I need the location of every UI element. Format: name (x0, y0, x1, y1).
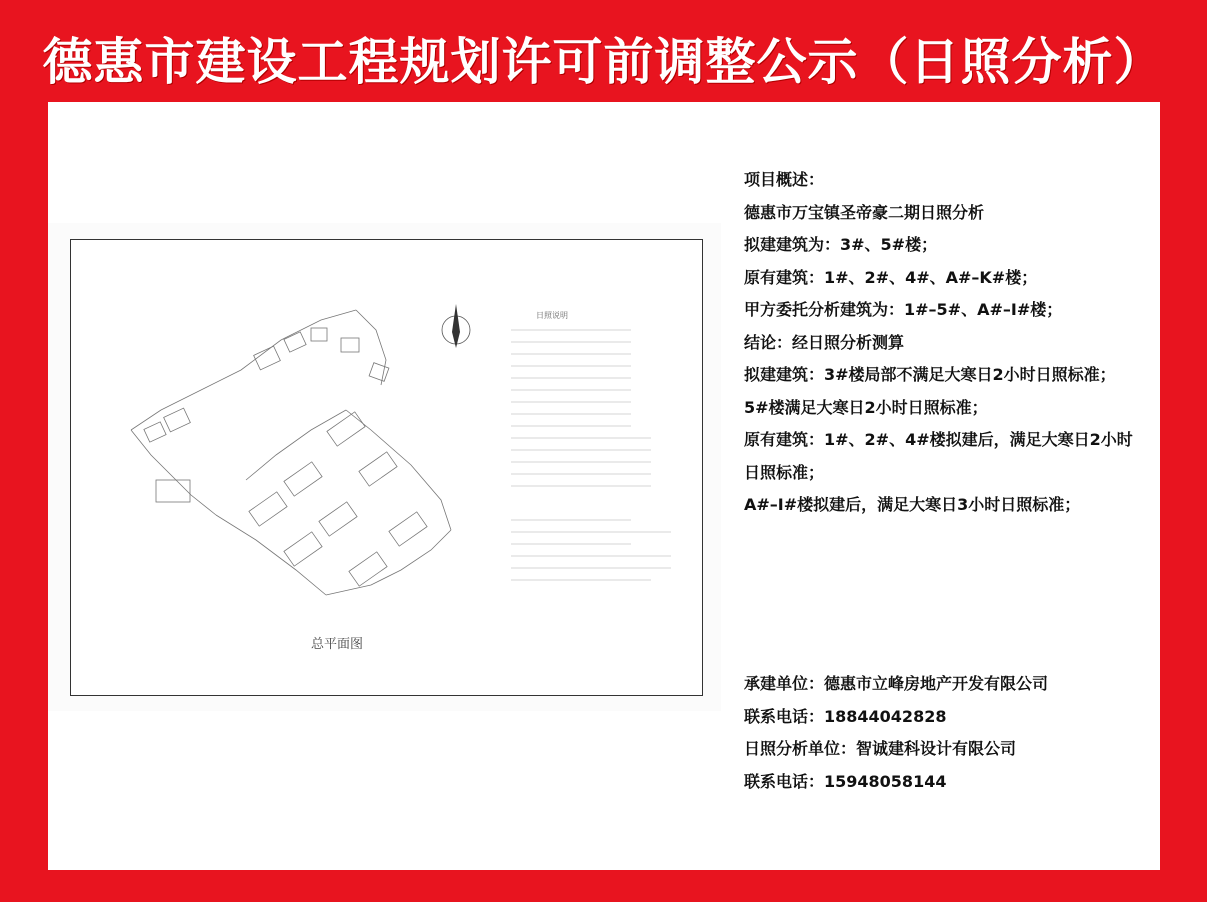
builder: 承建单位：德惠市立峰房地产开发有限公司 (744, 674, 1049, 693)
site-plan-sketch (71, 240, 702, 695)
notice-title: 德惠市建设工程规划许可前调整公示（日照分析） (42, 33, 1165, 91)
analyst: 日照分析单位：智诚建科设计有限公司 (744, 739, 1017, 758)
conclusion-5: 5#楼满足大寒日2小时日照标准； (744, 397, 988, 417)
conclusion-3: 拟建建筑：3#楼局部不满足大寒日2小时日照标准； (744, 365, 1116, 384)
project-info (744, 164, 1144, 522)
conclusion-ai: A#–Ⅰ#楼拟建后，满足大寒日3小时日照标准； (744, 495, 1081, 514)
conclusion-existing: 原有建筑：1#、2#、4#楼拟建后，满足大寒日2小时日照标准； (744, 430, 1133, 482)
existing-buildings: 原有建筑：1#、2#、4#、A#–K#楼； (744, 267, 1038, 287)
site-plan-drawing (48, 223, 721, 711)
project-name: 德惠市万宝镇圣帝豪二期日照分析 (744, 202, 985, 222)
drawing-caption: 总平面图 (311, 637, 364, 652)
proposed-buildings: 拟建建筑为：3#、5#楼； (744, 235, 938, 254)
analyst-phone: 联系电话：15948058144 (744, 771, 947, 791)
analyzed-buildings: 甲方委托分析建筑为：1#–5#、A#–Ⅰ#楼； (744, 300, 1063, 319)
conclusion-label: 结论：经日照分析测算 (744, 332, 905, 352)
legend-heading: 日照说明 (536, 311, 568, 320)
content-panel (48, 102, 1160, 870)
drawing-frame (70, 239, 703, 696)
north-arrow-icon (442, 304, 470, 348)
overview-label: 项目概述： (744, 170, 825, 189)
contact-info (744, 668, 1144, 798)
builder-phone: 联系电话：18844042828 (744, 706, 947, 726)
